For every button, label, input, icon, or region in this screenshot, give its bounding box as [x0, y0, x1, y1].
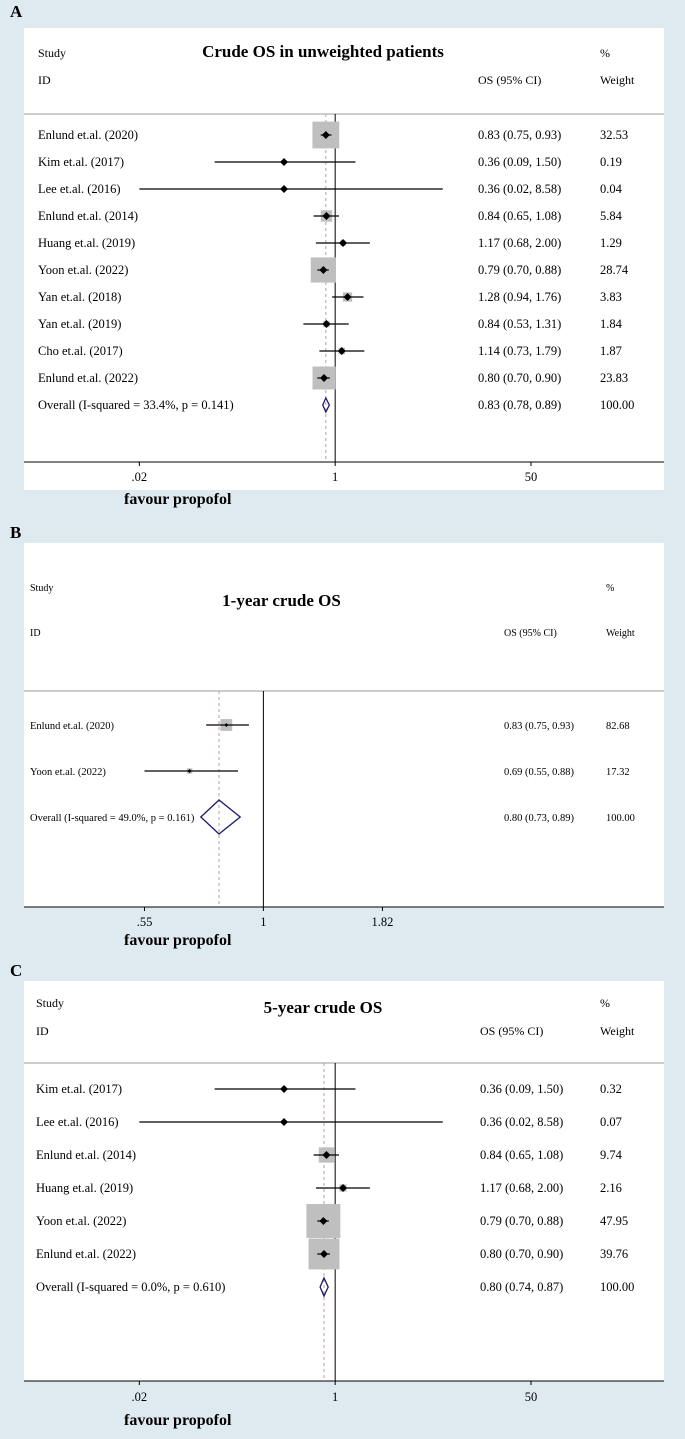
- study-label: Enlund et.al. (2022): [38, 371, 138, 385]
- x-tick-label: 1: [260, 915, 267, 929]
- study-weight: 2.16: [600, 1181, 622, 1195]
- forest-plot-a: [4, 0, 681, 515]
- header-percent: %: [600, 996, 610, 1010]
- header-id: ID: [36, 1024, 49, 1038]
- x-tick-label: 50: [524, 1390, 538, 1404]
- study-weight: 17.32: [606, 767, 630, 778]
- effect-estimate: 0.69 (0.55, 0.88): [504, 767, 574, 778]
- effect-estimate: 0.84 (0.65, 1.08): [480, 1148, 564, 1162]
- study-label: Enlund et.al. (2020): [38, 128, 138, 142]
- header-percent: %: [600, 46, 610, 60]
- header-study: Study: [30, 583, 54, 594]
- effect-estimate: 0.83 (0.75, 0.93): [504, 721, 574, 732]
- study-weight: 0.32: [600, 1082, 622, 1096]
- header-weight: Weight: [600, 1024, 635, 1038]
- x-tick-label: .02: [131, 470, 148, 484]
- chart-title: 1-year crude OS: [222, 591, 341, 610]
- study-weight: 47.95: [600, 1214, 629, 1228]
- study-label: Enlund et.al. (2020): [30, 721, 114, 732]
- effect-estimate: 0.36 (0.09, 1.50): [478, 155, 562, 169]
- x-tick-label: 50: [524, 470, 538, 484]
- study-weight: 32.53: [600, 128, 629, 142]
- header-weight: Weight: [600, 73, 635, 87]
- overall-label: Overall (I-squared = 0.0%, p = 0.610): [36, 1280, 226, 1294]
- study-weight: 1.87: [600, 344, 622, 358]
- effect-estimate: 0.84 (0.65, 1.08): [478, 209, 562, 223]
- panel-letter: B: [10, 523, 22, 542]
- forest-panel-a: [4, 0, 681, 515]
- study-label: Lee et.al. (2016): [38, 182, 121, 196]
- x-axis-label: favour propofol: [124, 932, 232, 949]
- header-effect: OS (95% CI): [478, 73, 542, 87]
- overall-label: Overall (I-squared = 49.0%, p = 0.161): [30, 813, 195, 824]
- study-label: Enlund et.al. (2014): [38, 209, 138, 223]
- header-effect: OS (95% CI): [504, 628, 557, 639]
- effect-estimate: 1.28 (0.94, 1.76): [478, 290, 562, 304]
- x-tick-label: .02: [131, 1390, 148, 1404]
- header-study: Study: [36, 996, 65, 1010]
- study-label: Cho et.al. (2017): [38, 344, 123, 358]
- overall-weight: 100.00: [600, 1280, 635, 1294]
- panel-letter: C: [10, 961, 23, 980]
- overall-estimate: 0.80 (0.74, 0.87): [480, 1280, 564, 1294]
- forest-panel-c: [4, 959, 681, 1439]
- study-weight: 23.83: [600, 371, 629, 385]
- effect-estimate: 1.17 (0.68, 2.00): [478, 236, 562, 250]
- study-weight: 1.84: [600, 317, 622, 331]
- overall-estimate: 0.83 (0.78, 0.89): [478, 398, 562, 412]
- effect-estimate: 0.36 (0.02, 8.58): [478, 182, 562, 196]
- study-weight: 5.84: [600, 209, 622, 223]
- x-tick-label: 1.82: [371, 915, 394, 929]
- study-label: Kim et.al. (2017): [38, 155, 125, 169]
- effect-estimate: 1.14 (0.73, 1.79): [478, 344, 562, 358]
- x-axis-label: favour propofol: [124, 1412, 232, 1429]
- overall-weight: 100.00: [600, 398, 635, 412]
- study-label: Yoon et.al. (2022): [38, 263, 129, 277]
- header-id: ID: [38, 73, 51, 87]
- effect-estimate: 0.79 (0.70, 0.88): [480, 1214, 564, 1228]
- study-label: Huang et.al. (2019): [38, 236, 136, 250]
- study-label: Yoon et.al. (2022): [36, 1214, 127, 1228]
- study-label: Yan et.al. (2019): [38, 317, 122, 331]
- overall-weight: 100.00: [606, 813, 635, 824]
- forest-plot-b: [4, 521, 681, 951]
- study-weight: 39.76: [600, 1247, 629, 1261]
- effect-estimate: 0.36 (0.02, 8.58): [480, 1115, 564, 1129]
- forest-panel-b: [4, 521, 681, 951]
- effect-estimate: 0.36 (0.09, 1.50): [480, 1082, 564, 1096]
- overall-label: Overall (I-squared = 33.4%, p = 0.141): [38, 398, 234, 412]
- study-label: Enlund et.al. (2022): [36, 1247, 136, 1261]
- effect-estimate: 0.84 (0.53, 1.31): [478, 317, 562, 331]
- study-weight: 3.83: [600, 290, 622, 304]
- plot-background: [24, 28, 664, 490]
- study-weight: 1.29: [600, 236, 622, 250]
- study-label: Kim et.al. (2017): [36, 1082, 123, 1096]
- study-weight: 0.04: [600, 182, 622, 196]
- study-label: Yoon et.al. (2022): [30, 767, 106, 778]
- study-label: Yan et.al. (2018): [38, 290, 122, 304]
- study-weight: 28.74: [600, 263, 629, 277]
- x-axis-label: favour propofol: [124, 491, 232, 508]
- x-tick-label: 1: [332, 470, 339, 484]
- study-weight: 0.19: [600, 155, 622, 169]
- panel-letter: A: [10, 2, 23, 21]
- study-weight: 9.74: [600, 1148, 622, 1162]
- study-label: Huang et.al. (2019): [36, 1181, 134, 1195]
- x-tick-label: .55: [136, 915, 153, 929]
- effect-estimate: 0.83 (0.75, 0.93): [478, 128, 562, 142]
- header-study: Study: [38, 46, 67, 60]
- x-tick-label: 1: [332, 1390, 339, 1404]
- effect-estimate: 0.80 (0.70, 0.90): [478, 371, 562, 385]
- header-weight: Weight: [606, 628, 635, 639]
- effect-estimate: 0.80 (0.70, 0.90): [480, 1247, 564, 1261]
- chart-title: Crude OS in unweighted patients: [202, 42, 444, 61]
- study-weight: 0.07: [600, 1115, 622, 1129]
- overall-estimate: 0.80 (0.73, 0.89): [504, 813, 574, 824]
- header-id: ID: [30, 628, 41, 639]
- study-label: Lee et.al. (2016): [36, 1115, 119, 1129]
- chart-title: 5-year crude OS: [263, 998, 383, 1017]
- forest-plot-c: [4, 959, 681, 1439]
- header-percent: %: [606, 583, 615, 594]
- effect-estimate: 1.17 (0.68, 2.00): [480, 1181, 564, 1195]
- header-effect: OS (95% CI): [480, 1024, 544, 1038]
- study-weight: 82.68: [606, 721, 630, 732]
- effect-estimate: 0.79 (0.70, 0.88): [478, 263, 562, 277]
- study-label: Enlund et.al. (2014): [36, 1148, 136, 1162]
